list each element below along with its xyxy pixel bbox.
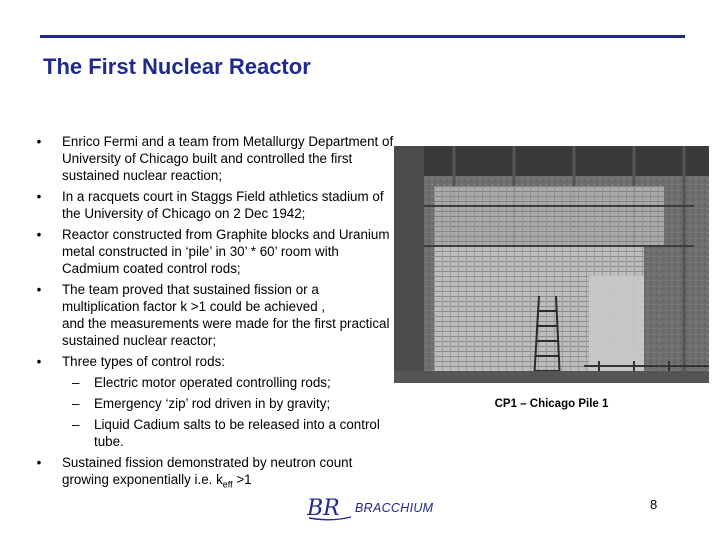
bullet-mark: •	[36, 455, 42, 470]
title-rule	[40, 35, 685, 38]
sub-bullet-mark: –	[72, 375, 80, 390]
bullet-text: Enrico Fermi and a team from Metallurgy Department of University of Chicago built and controlled the first sustained nuclear reaction;	[62, 134, 394, 183]
sub-bullet-item	[34, 416, 394, 450]
bullet-text: In a racquets court in Staggs Field athletics stadium of the University of Chicago on 2 Dec 1942;	[62, 189, 384, 221]
bullet-mark: •	[36, 227, 42, 242]
bullet-item	[34, 281, 394, 349]
bullet-item	[34, 353, 394, 370]
svg-text:BR: BR	[307, 496, 340, 521]
photo-caption: CP1 – Chicago Pile 1	[494, 398, 609, 410]
reactor-photo-graphic	[394, 146, 709, 383]
bracchium-logo	[305, 491, 445, 523]
bullet-text-suffix: >1	[232, 472, 252, 487]
bullet-text: Reactor constructed from Graphite blocks and Uranium metal constructed in ‘pile’ in 30’ * 60’ room with Cadmium coated control rods;	[62, 227, 390, 276]
bullet-list	[34, 133, 394, 498]
bullet-item	[34, 133, 394, 184]
bullet-text: Three types of control rods:	[62, 354, 225, 369]
bullet-mark: •	[36, 354, 42, 369]
sub-bullet-mark: –	[72, 396, 80, 411]
bullet-item	[34, 226, 394, 277]
bullet-mark: •	[36, 189, 42, 204]
bullet-mark: •	[36, 282, 42, 297]
bullet-item	[34, 188, 394, 222]
slide-title: The First Nuclear Reactor	[43, 54, 311, 79]
br-monogram-icon	[305, 491, 355, 523]
chicago-pile-photo	[394, 146, 709, 383]
bullet-text: The team proved that sustained fission or a multiplication factor k >1 could be achieved ,	[62, 282, 326, 314]
logo-wordmark: BRACCHIUM	[355, 501, 434, 515]
bullet-text: Sustained fission demonstrated by neutron count growing exponentially i.e. k	[62, 455, 353, 487]
sub-bullet-text: Liquid Cadium salts to be released into a control tube.	[94, 417, 380, 449]
sub-bullet-item	[34, 395, 394, 412]
sub-bullet-item	[34, 374, 394, 391]
bullet-item	[34, 454, 394, 494]
page-number: 8	[650, 497, 658, 512]
subscript-eff: eff	[222, 479, 233, 490]
bullet-text: and the measurements were made for the first practical sustained nuclear reactor;	[62, 316, 390, 348]
sub-bullet-mark: –	[72, 417, 80, 432]
sub-bullet-text: Emergency ‘zip’ rod driven in by gravity;	[94, 396, 331, 411]
sub-bullet-text: Electric motor operated controlling rods;	[94, 375, 331, 390]
bullet-mark: •	[36, 134, 42, 149]
